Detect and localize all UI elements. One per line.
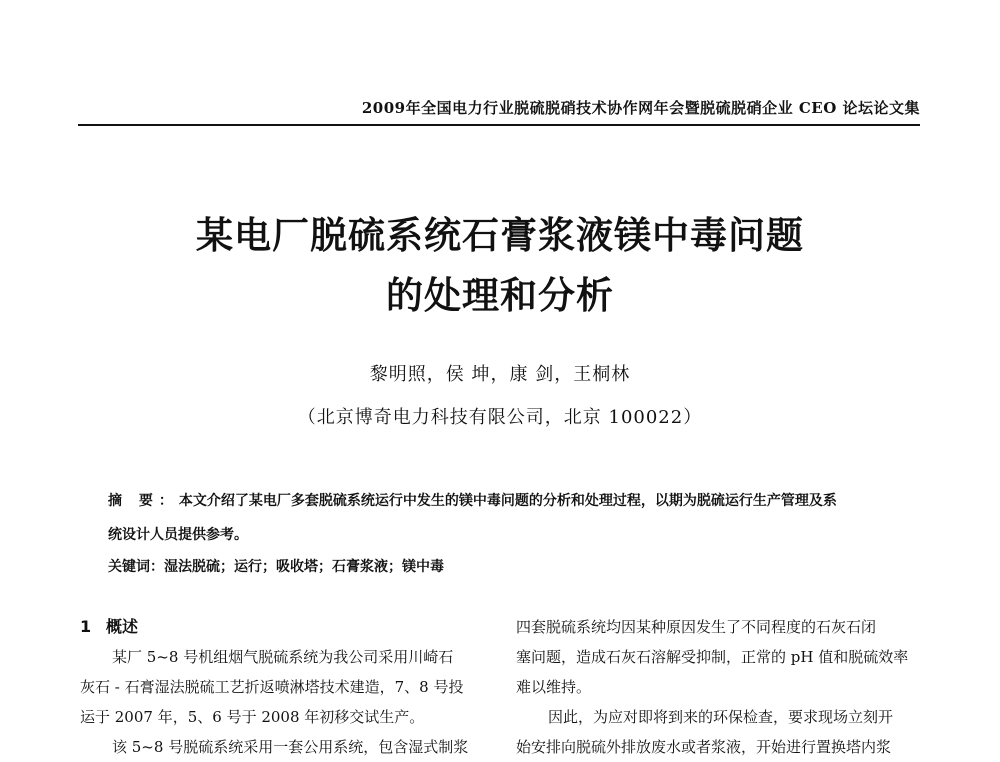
body-column-left (80, 612, 490, 762)
abstract-text-line-2: 统设计人员提供参考。 (108, 527, 248, 543)
paragraph-line: 某厂 5~8 号机组烟气脱硫系统为我公司采用川崎石 (112, 648, 454, 666)
paragraph-line: 灰石 - 石膏湿法脱硫工艺折返喷淋塔技术建造，7、8 号投 (80, 678, 464, 696)
keywords (108, 556, 444, 576)
abstract-label: 摘 要： (108, 493, 179, 509)
section-heading (80, 612, 490, 642)
abstract-text-line-1: 本文介绍了某电厂多套脱硫系统运行中发生的镁中毒问题的分析和处理过程，以期为脱硫运行生产管理及系 (178, 493, 837, 509)
running-header: 2009年全国电力行业脱硫脱硝技术协作网年会暨脱硫脱硝企业 CEO 论坛论文集 (361, 99, 920, 117)
paper-title-line-1: 某电厂脱硫系统石膏浆液镁中毒问题 (196, 214, 804, 257)
affiliation: （北京博奇电力科技有限公司，北京 100022） (297, 407, 703, 428)
keywords-text: 湿法脱硫；运行；吸收塔；石膏浆液；镁中毒 (164, 559, 444, 575)
abstract (108, 490, 898, 510)
paragraph-line: 四套脱硫系统均因某种原因发生了不同程度的石灰石闭 (516, 618, 877, 636)
authors: 黎明照，侯 坤，康 剑，王桐林 (369, 364, 631, 385)
paper-title-line-2: 的处理和分析 (386, 274, 614, 317)
paragraph-line: 塞问题，造成石灰石溶解受抑制，正常的 pH 值和脱硫效率 (516, 648, 909, 666)
paragraph-line: 因此，为应对即将到来的环保检查，要求现场立刻开 (548, 708, 894, 726)
body-column-right (516, 612, 926, 762)
keywords-label: 关键词： (108, 559, 164, 575)
abstract-continuation (108, 524, 898, 544)
paragraph-line: 该 5~8 号脱硫系统采用一套公用系统，包含湿式制浆 (112, 738, 469, 756)
paragraph-line: 始安排向脱硫外排放废水或者浆液，开始进行置换塔内浆 (516, 738, 892, 756)
paragraph-line: 运于 2007 年，5、6 号于 2008 年初移交试生产。 (80, 708, 425, 726)
section-number: 1 (80, 617, 92, 636)
header-rule (78, 124, 920, 126)
paragraph-line: 难以维持。 (516, 678, 592, 696)
section-title: 概述 (106, 617, 139, 636)
